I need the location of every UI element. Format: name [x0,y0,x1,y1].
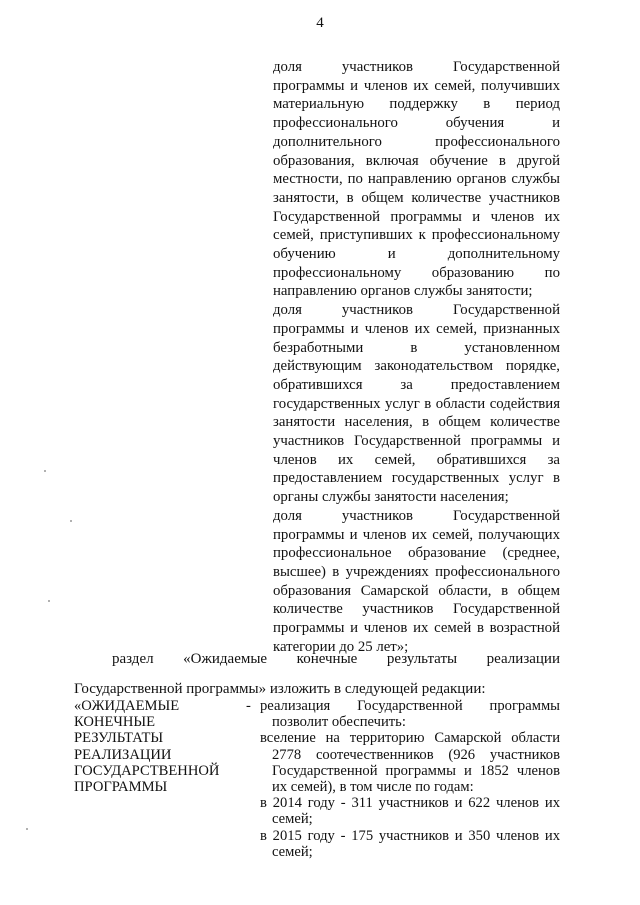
label-line: РЕАЛИЗАЦИИ [74,746,172,763]
paragraph-education-share: доля участников Государственной программы и членов их семей, получающих профессиональное образование (среднее, высшее) в учреждениях профессионального образования Самарской области, в общем количестве участников Государственной программы и членов их семей в возрастной категории до 25 лет»; [273,507,560,655]
scan-speck [48,600,50,602]
content-line-total: вселение на территорию Самарской области 2778 соотечественников (926 участников Государственной программы и 1852 членов их семей), в том числе по годам: [260,730,560,796]
label-line: РЕЗУЛЬТАТЫ [74,730,164,747]
scan-speck [26,828,28,830]
label-line: «ОЖИДАЕМЫЕ [74,698,180,714]
intro-text: раздел «Ожидаемые конечные результаты реализации Государственной программы» изложить в следующей редакции: [74,651,560,697]
section-label [74,698,244,795]
section-content [260,698,560,860]
paragraph-support-share: доля участников Государственной программы и членов их семей, получивших материальную поддержку в период профессионального обучения и дополнительного профессионального образования, включая обучение в другой местности, по направлению органов службы занятости, в общем количестве участников Государственной программы и членов их семей, приступивших к профессиональному обучению и дополнительному профессиональному образованию по направлению органов службы занятости; [273,59,560,300]
page-number: 4 [316,15,324,31]
paragraph-unemployed-share: доля участников Государственной программы и членов их семей, признанных безработными в установленном действующим законодательством порядке, обратившихся за предоставлением государственных услуг в области содействия занятости населения, в общем количестве участников Государственной программы и членов их семей, обратившихся за предоставлением государственных услуг в органы службы занятости населения; [273,302,560,506]
expected-results-section [74,698,560,868]
label-line: ПРОГРАММЫ [74,779,168,796]
right-column-text [273,58,560,657]
section-dash: - [246,698,251,714]
intro-paragraph [74,644,560,704]
scan-speck [70,520,72,522]
content-line-intro: реализация Государственной программы позволит обеспечить: [260,698,560,731]
content-line-2014: в 2014 году - 311 участников и 622 членов их семей; [260,795,560,828]
scan-speck [44,470,46,472]
label-line: ГОСУДАРСТВЕННОЙ [74,762,220,779]
content-line-2015: в 2015 году - 175 участников и 350 членов их семей; [260,827,560,860]
label-line: КОНЕЧНЫЕ [74,714,156,731]
